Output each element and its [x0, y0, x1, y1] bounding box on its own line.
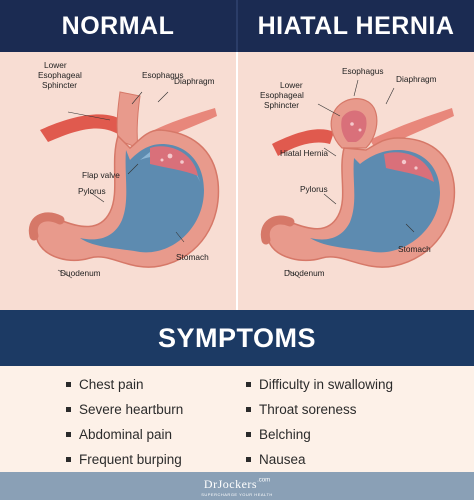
diaphragm-label: Diaphragm: [174, 76, 215, 86]
pylorus-label: Pylorus: [300, 184, 328, 194]
les-label-1: Lower: [280, 80, 303, 90]
normal-panel: [0, 52, 236, 310]
les-label-2: Esophageal: [260, 90, 304, 100]
list-item: Throat soreness: [246, 397, 393, 422]
symptoms-left-column: [66, 372, 183, 472]
list-item: Belching: [246, 422, 393, 447]
les-label-3: Sphincter: [264, 100, 300, 110]
hiatal-hernia-label: Hiatal Hernia: [280, 148, 328, 158]
bullet-icon: [66, 432, 71, 437]
list-item: Abdominal pain: [66, 422, 183, 447]
diaphragm-left: [40, 114, 125, 142]
symptoms-right-column: [246, 372, 393, 472]
footer: [0, 472, 474, 500]
esophagus-label: Esophagus: [142, 70, 184, 80]
pylorus-label: Pylorus: [78, 186, 106, 196]
hernia-panel: [238, 52, 474, 310]
bullet-icon: [246, 457, 251, 462]
stomach-label: Stomach: [398, 244, 431, 254]
list-item: Chest pain: [66, 372, 183, 397]
les-label-1: Lower: [44, 60, 67, 70]
bullet-icon: [66, 457, 71, 462]
list-item: Difficulty in swallowing: [246, 372, 393, 397]
duodenum-label: Duodenum: [60, 268, 101, 278]
header-divider: [236, 0, 238, 52]
flap-valve-label: Flap valve: [82, 170, 120, 180]
bullet-icon: [246, 407, 251, 412]
les-label-3: Sphincter: [42, 80, 78, 90]
list-item: Frequent burping: [66, 447, 183, 472]
list-item: Nausea: [246, 447, 393, 472]
esophagus-label: Esophagus: [342, 66, 384, 76]
normal-title: NORMAL: [0, 0, 236, 52]
symptoms-title: SYMPTOMS: [0, 310, 474, 366]
list-item: Severe heartburn: [66, 397, 183, 422]
bullet-icon: [246, 382, 251, 387]
stomach-label: Stomach: [176, 252, 209, 262]
normal-stomach-diagram: [0, 52, 236, 310]
symptoms-list: [0, 366, 474, 472]
bullet-icon: [66, 407, 71, 412]
bullet-icon: [246, 432, 251, 437]
drjockers-logo: DrJockers$^{.com}$ SUPERCHARGE YOUR HEALTH: [201, 477, 273, 497]
duodenum-label: Duodenum: [284, 268, 325, 278]
les-label-2: Esophageal: [38, 70, 82, 80]
hernia-stomach-diagram: [238, 52, 474, 310]
diaphragm-label: Diaphragm: [396, 74, 437, 84]
hernia-title: HIATAL HERNIA: [238, 0, 474, 52]
bullet-icon: [66, 382, 71, 387]
